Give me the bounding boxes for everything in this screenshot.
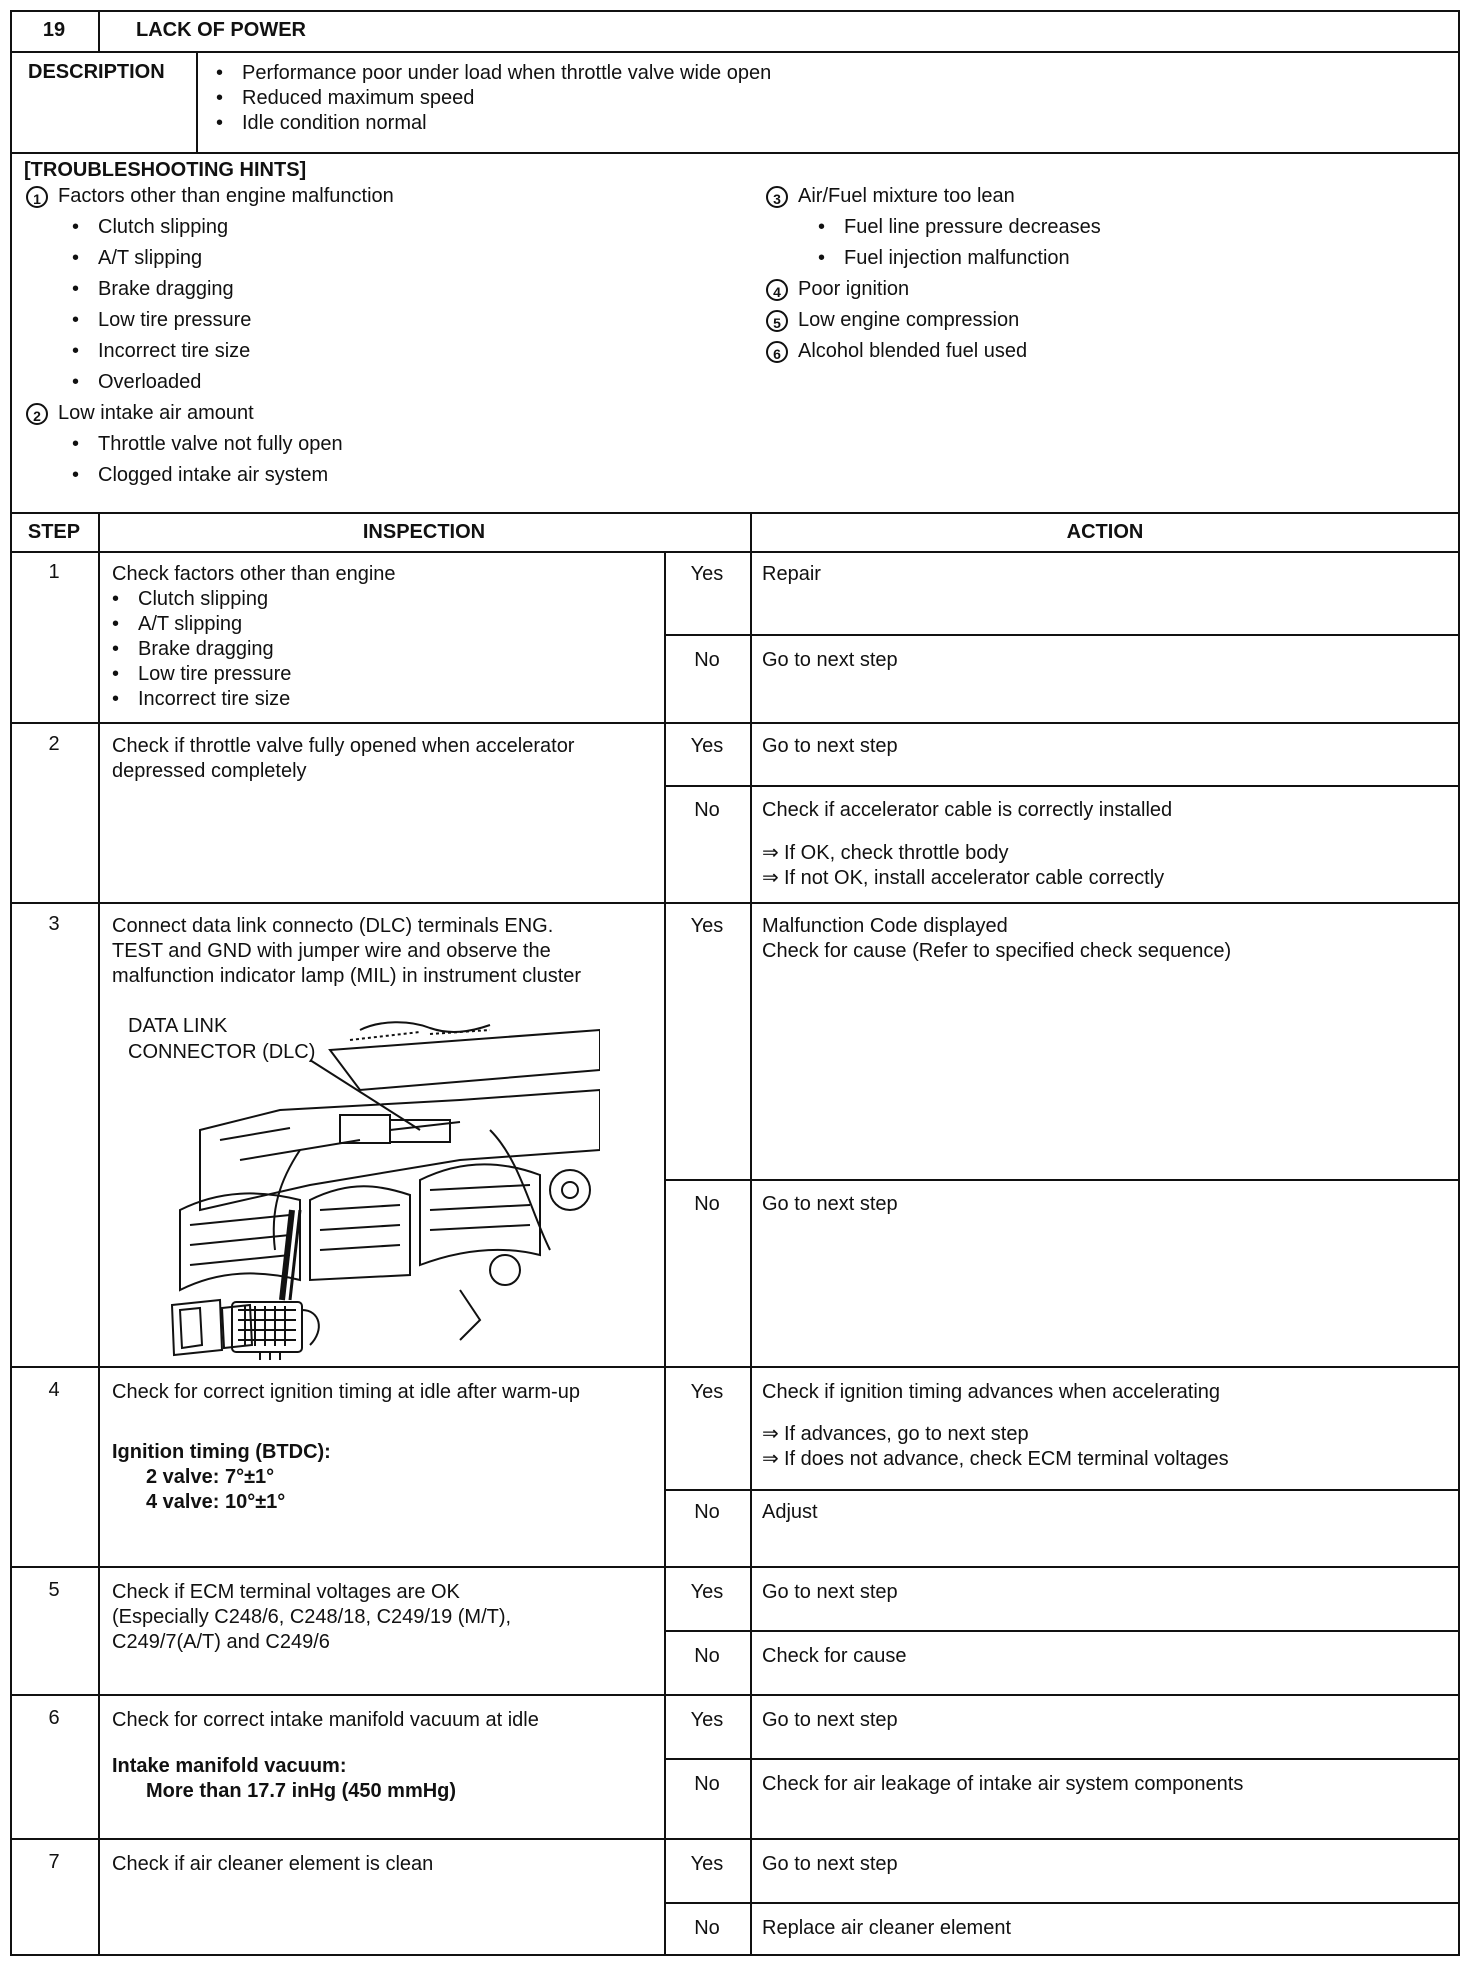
step-action-no: Go to next step — [762, 1193, 898, 1215]
circled-number-icon: 6 — [766, 341, 788, 363]
step-inspection: Connect data link connecto (DLC) terminals ENG. — [112, 915, 554, 937]
column-header-step: STEP — [27, 521, 81, 543]
step-action-yes: Go to next step — [762, 1709, 898, 1731]
step-action-no: Check for cause — [762, 1645, 907, 1667]
no-label: No — [694, 1501, 720, 1523]
step-action-yes: Malfunction Code displayed — [762, 915, 1008, 937]
hint-1-item: • Brake dragging — [72, 277, 234, 302]
hint-1-item: • Overloaded — [72, 370, 201, 395]
hint-6: 6 Alcohol blended fuel used — [766, 339, 1027, 364]
yes-label: Yes — [690, 915, 724, 937]
no-label: No — [694, 1193, 720, 1215]
step-action-yes-sub: ⇒ If advances, go to next step — [762, 1422, 1029, 1447]
step-inspection: Check if throttle valve fully opened when accelerator — [112, 735, 575, 757]
engine-dlc-illustration — [160, 1010, 600, 1360]
step-inspection-item: • A/T slipping — [112, 612, 242, 637]
step-number: 2 — [48, 733, 60, 755]
circled-number-icon: 4 — [766, 279, 788, 301]
step-number: 4 — [48, 1379, 60, 1401]
hint-1-item: • Low tire pressure — [72, 308, 251, 333]
step-action-yes: Go to next step — [762, 1853, 898, 1875]
step-number: 7 — [48, 1851, 60, 1873]
step-action-yes-sub: ⇒ If does not advance, check ECM terminal voltages — [762, 1447, 1229, 1472]
yes-label: Yes — [690, 735, 724, 757]
section-number: 19 — [42, 19, 66, 41]
step-inspection: Check for correct intake manifold vacuum at idle — [112, 1709, 539, 1731]
hint-2-item: • Throttle valve not fully open — [72, 432, 343, 457]
step-inspection: depressed completely — [112, 760, 307, 782]
step-action-no: Check for air leakage of intake air system components — [762, 1773, 1244, 1795]
step-action-no: Adjust — [762, 1501, 818, 1523]
step-inspection: (Especially C248/6, C248/18, C249/19 (M/T), — [112, 1606, 512, 1628]
step-number: 3 — [48, 913, 60, 935]
spec-value: 4 valve: 10°±1° — [146, 1491, 286, 1513]
hints-title: [TROUBLESHOOTING HINTS] — [24, 159, 307, 181]
yes-label: Yes — [690, 563, 724, 585]
step-inspection-item: • Incorrect tire size — [112, 687, 290, 712]
step-inspection-item: • Clutch slipping — [112, 587, 268, 612]
hint-2: 2 Low intake air amount — [26, 401, 254, 426]
step-number: 1 — [48, 561, 60, 583]
circled-number-icon: 2 — [26, 403, 48, 425]
circled-number-icon: 1 — [26, 186, 48, 208]
step-inspection: Check factors other than engine — [112, 563, 396, 585]
step-action-no-sub: ⇒ If not OK, install accelerator cable correctly — [762, 866, 1164, 891]
step-inspection-item: • Low tire pressure — [112, 662, 291, 687]
hint-1-item: • A/T slipping — [72, 246, 202, 271]
yes-label: Yes — [690, 1853, 724, 1875]
yes-label: Yes — [690, 1709, 724, 1731]
troubleshooting-page — [10, 10, 1460, 1956]
step-action-yes: Go to next step — [762, 1581, 898, 1603]
hint-3-item: • Fuel line pressure decreases — [818, 215, 1101, 240]
spec-value: 2 valve: 7°±1° — [146, 1466, 275, 1488]
step-action-yes: Check if ignition timing advances when accelerating — [762, 1381, 1221, 1403]
hint-4: 4 Poor ignition — [766, 277, 909, 302]
hint-5: 5 Low engine compression — [766, 308, 1019, 333]
figure-label: DATA LINK — [128, 1015, 228, 1037]
column-header-inspection: INSPECTION — [362, 521, 486, 543]
hint-1: 1 Factors other than engine malfunction — [26, 184, 394, 209]
hint-1-item: • Incorrect tire size — [72, 339, 250, 364]
no-label: No — [694, 799, 720, 821]
hint-1-item: • Clutch slipping — [72, 215, 228, 240]
step-inspection-item: • Brake dragging — [112, 637, 274, 662]
step-action-no: Check if accelerator cable is correctly installed — [762, 799, 1173, 821]
no-label: No — [694, 1645, 720, 1667]
yes-label: Yes — [690, 1581, 724, 1603]
no-label: No — [694, 649, 720, 671]
step-action-yes: Check for cause (Refer to specified check sequence) — [762, 940, 1232, 962]
step-action-yes: Repair — [762, 563, 821, 585]
step-inspection: TEST and GND with jumper wire and observe the — [112, 940, 551, 962]
spec-title: Ignition timing (BTDC): — [112, 1441, 331, 1463]
step-number: 5 — [48, 1579, 60, 1601]
step-action-no: Go to next step — [762, 649, 898, 671]
step-inspection: Check if ECM terminal voltages are OK — [112, 1581, 460, 1603]
description-item: • Performance poor under load when throttle valve wide open — [216, 61, 771, 86]
description-label: DESCRIPTION — [28, 61, 165, 83]
step-action-no: Replace air cleaner element — [762, 1917, 1012, 1939]
step-action-no-sub: ⇒ If OK, check throttle body — [762, 841, 1009, 866]
step-inspection: C249/7(A/T) and C249/6 — [112, 1631, 330, 1653]
step-number: 6 — [48, 1707, 60, 1729]
step-inspection: malfunction indicator lamp (MIL) in instrument cluster — [112, 965, 582, 987]
spec-title: Intake manifold vacuum: — [112, 1755, 347, 1777]
step-inspection: Check if air cleaner element is clean — [112, 1853, 434, 1875]
step-action-yes: Go to next step — [762, 735, 898, 757]
circled-number-icon: 5 — [766, 310, 788, 332]
circled-number-icon: 3 — [766, 186, 788, 208]
no-label: No — [694, 1773, 720, 1795]
hint-2-item: • Clogged intake air system — [72, 463, 328, 488]
hint-3: 3 Air/Fuel mixture too lean — [766, 184, 1015, 209]
column-header-action: ACTION — [1066, 521, 1144, 543]
section-title: LACK OF POWER — [136, 19, 306, 41]
yes-label: Yes — [690, 1381, 724, 1403]
no-label: No — [694, 1917, 720, 1939]
description-item: • Reduced maximum speed — [216, 86, 474, 111]
hint-3-item: • Fuel injection malfunction — [818, 246, 1070, 271]
figure-label: CONNECTOR (DLC) — [128, 1041, 316, 1063]
description-item: • Idle condition normal — [216, 111, 427, 136]
step-inspection: Check for correct ignition timing at idle after warm-up — [112, 1381, 580, 1403]
spec-value: More than 17.7 inHg (450 mmHg) — [146, 1780, 457, 1802]
